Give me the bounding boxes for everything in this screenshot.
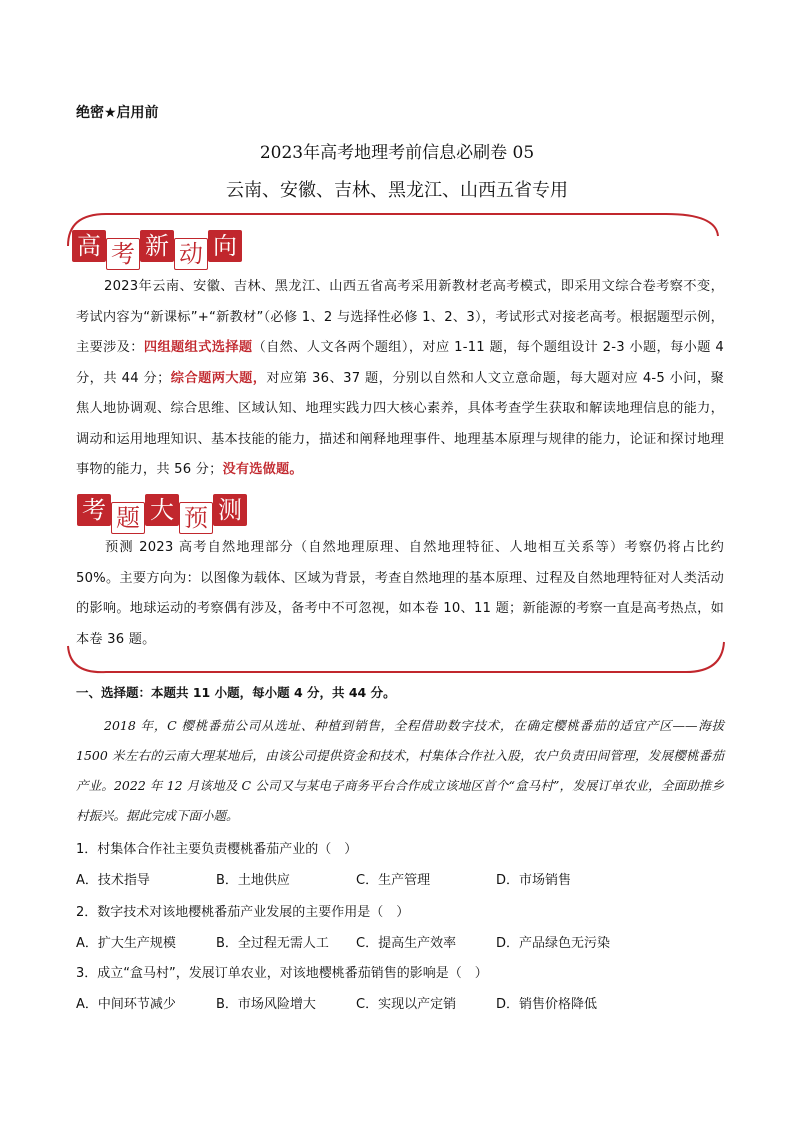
question-options [76, 869, 736, 888]
question-options [76, 993, 736, 1012]
highlight-text: 综合题两大题， [170, 370, 267, 386]
option[interactable]: C．实现以产定销 [356, 997, 457, 1012]
badge-char: 大 [145, 494, 179, 526]
question-stem: 1．村集体合作社主要负责樱桃番茄产业的（ ） [76, 842, 358, 857]
badge-char: 高 [72, 230, 106, 262]
badge-char: 测 [213, 494, 247, 526]
option[interactable]: C．提高生产效率 [356, 936, 457, 951]
badge-char: 考 [77, 494, 111, 526]
badge-char: 预 [179, 502, 213, 534]
badge-char: 向 [208, 230, 242, 262]
option[interactable]: A．扩大生产规模 [76, 936, 176, 951]
option[interactable]: C．生产管理 [356, 873, 431, 888]
option[interactable]: D．销售价格降低 [496, 997, 598, 1012]
text-run: 2018 年，C 樱桃番茄公司从选址、种植到销售，全程借助数字技术，在确定樱桃番茄的适宜产区——海拔 1500 米左右的云南大理某地后，由该公司提供资金和技术，村集体合作社入股，农户负责田间管理，发展樱桃番茄产业。2022 年 12 月该地及 C 公司又与某电子商务平台合作成立该地区首个“盒马村”，发展订单农业，全面助推乡村振兴。据此完成下面小题。 [76, 718, 724, 823]
text-run: 对应第 36、37 题，分别以自然和人文立意命题，每大题对应 4-5 小问，聚焦人地协调观、综合思维、区域认知、地理实践力四大核心素养，具体考查学生获取和解读地理信息的能力，调动和运用地理知识、基本技能的能力，描述和阐释地理事件、地理基本原理与规律的能力，论证和探讨地理事物的能力，共 56 分； [76, 370, 725, 477]
option[interactable]: A．中间环节减少 [76, 997, 176, 1012]
text-run: 2023年云南、安徽、吉林、黑龙江、山西五省高考采用新教材老高考模式，即采用文综合卷考察不变，考试内容为“新课标”+“新教材”（必修 1、2 与选择性必修 1、2、3），考试形式对接老高考。根据题型示例，主要涉及： [76, 279, 724, 355]
option[interactable]: B．全过程无需人工 [216, 936, 329, 951]
prediction-text [76, 533, 724, 655]
question-stem: 3．成立“盒马村”，发展订单农业，对该地樱桃番茄销售的影响是（ ） [76, 966, 488, 981]
page-subtitle: 云南、安徽、吉林、黑龙江、山西五省专用 [226, 180, 568, 201]
option[interactable]: B．土地供应 [216, 873, 290, 888]
option[interactable]: B．市场风险增大 [216, 997, 316, 1012]
question-stem: 2．数字技术对该地樱桃番茄产业发展的主要作用是（ ） [76, 905, 410, 920]
badge-char: 动 [174, 238, 208, 270]
page-title: 2023年高考地理考前信息必刷卷 05 [259, 143, 535, 163]
question-options [76, 932, 736, 951]
question-material [76, 711, 724, 831]
new-trends-badge [72, 230, 242, 270]
badge-char: 考 [106, 238, 140, 270]
text-run: 预测 2023 高考自然地理部分（自然地理原理、自然地理特征、人地相互关系等）考察仍将占比约 50%。主要方向为：以图像为载体、区域为背景，考查自然地理的基本原理、过程及自然地理特征对人类活动的影响。地球运动的考察偶有涉及，备考中不可忽视，如本卷 10、11 题；新能源的考察一直是高考热点，如本卷 36 题。 [76, 540, 724, 647]
option[interactable]: D．市场销售 [496, 873, 572, 888]
option[interactable]: A．技术指导 [76, 873, 150, 888]
badge-char: 题 [111, 502, 145, 534]
badge-char: 新 [140, 230, 174, 262]
text-run: （自然、人文各两个题组），对应 1-11 题，每个题组设计 2-3 小题，每小题 4 分，共 44 分； [76, 340, 725, 386]
prediction-badge [77, 494, 247, 534]
highlight-text: 四组题组式选择题 [143, 340, 253, 355]
confidential-label: 绝密★启用前 [76, 105, 159, 121]
section-heading: 一、选择题：本题共 11 小题，每小题 4 分，共 44 分。 [76, 685, 396, 700]
highlight-text: 没有选做题。 [222, 462, 303, 477]
option[interactable]: D．产品绿色无污染 [496, 936, 611, 951]
new-trends-text [76, 272, 724, 486]
